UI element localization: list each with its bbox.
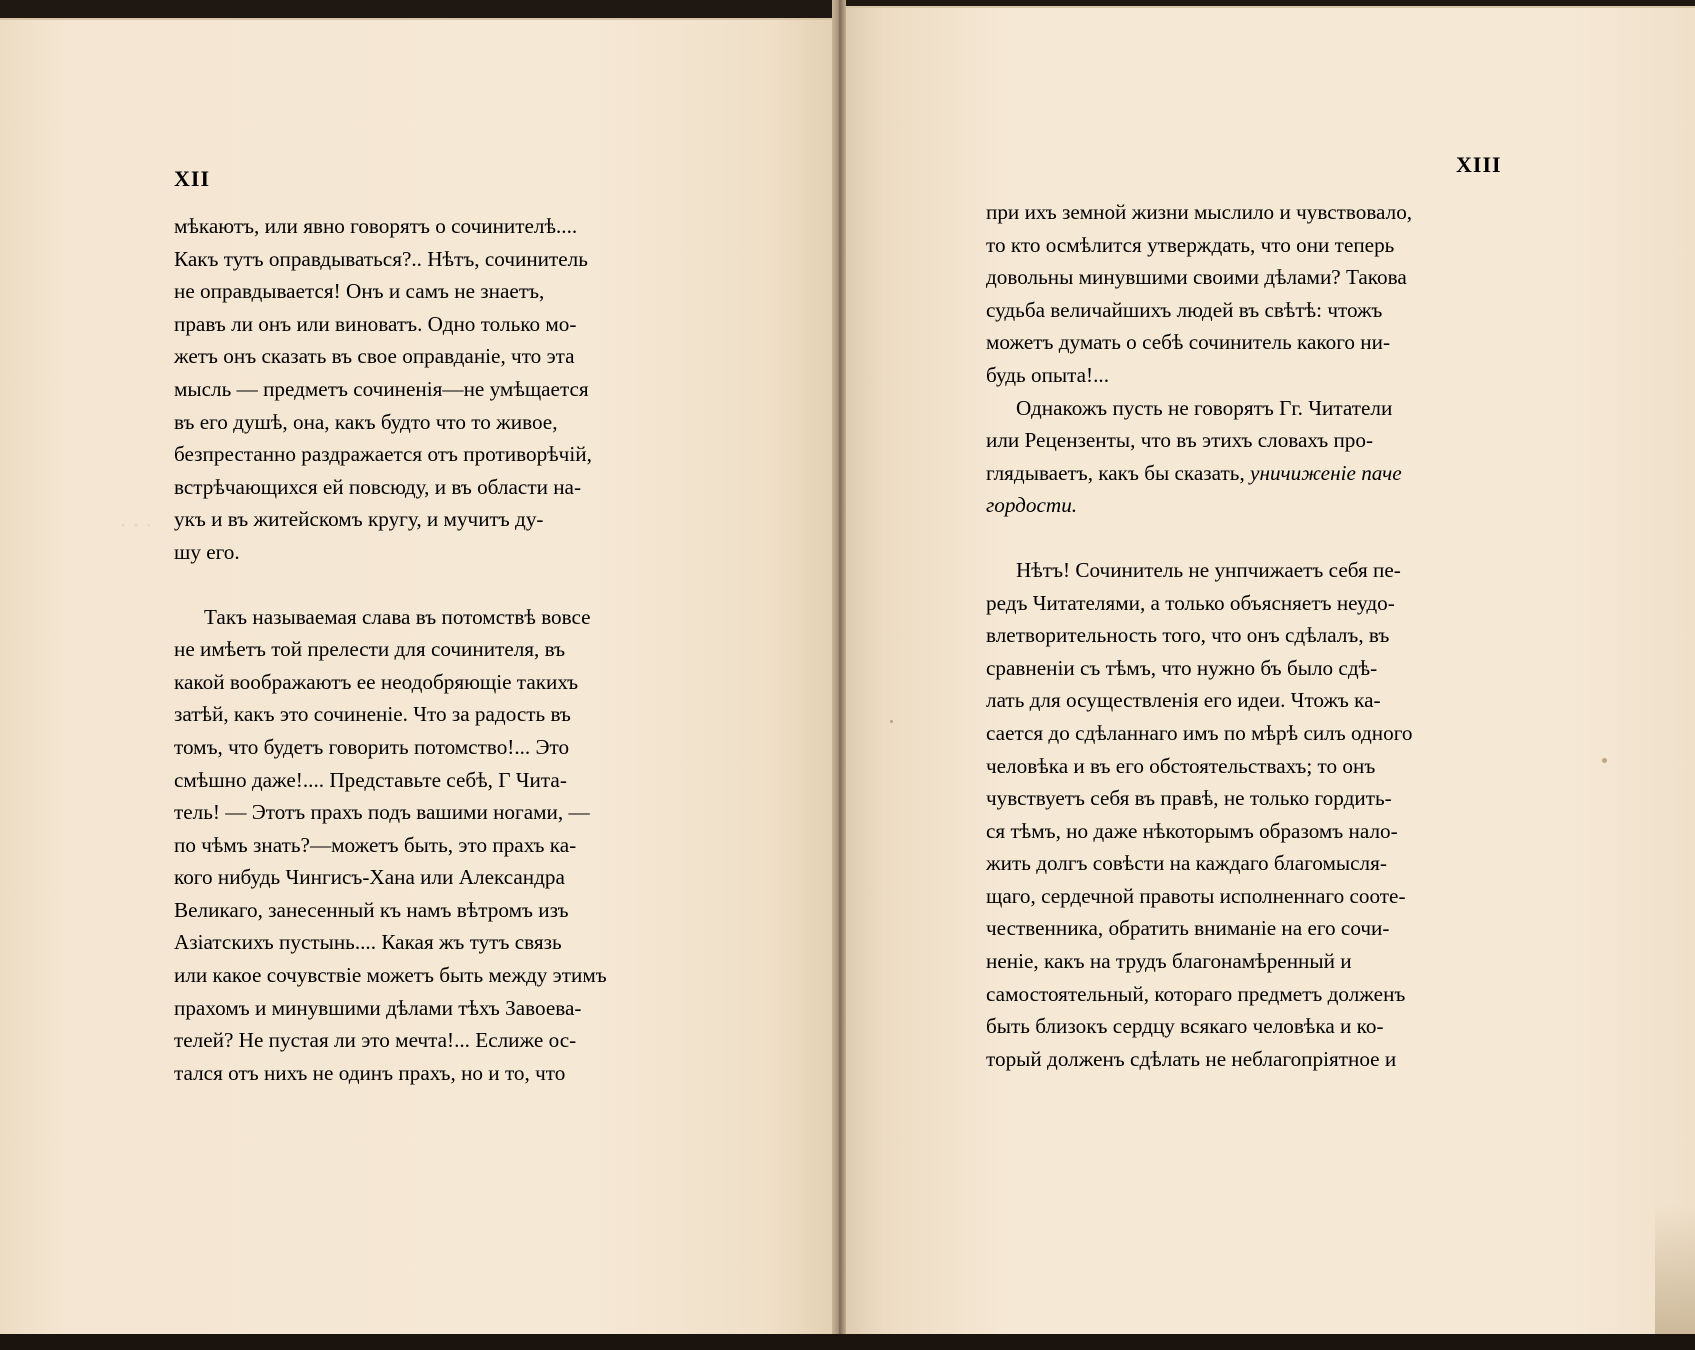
text-line: ся тѣмъ, но даже нѣкоторымъ образомъ нало-	[986, 818, 1398, 843]
text-line: Великаго, занесенный къ намъ вѣтромъ изъ	[174, 897, 569, 922]
paragraph	[986, 554, 1502, 1076]
text-line: лать для осуществленія его идеи. Чтожъ ка-	[986, 688, 1381, 713]
text-line: томъ, что будетъ говорить потомство!... Это	[174, 734, 570, 759]
text-line: жить долгъ совѣсти на каждаго благомысля-	[986, 851, 1387, 876]
text-line	[986, 424, 1502, 457]
text-line: при ихъ земной жизни мыслило и чувствовало,	[986, 200, 1413, 224]
text-line: телей? Не пустая ли это мечта!... Еслиже ос-	[174, 1028, 577, 1053]
text-line: сается до сдѣланнаго имъ по мѣрѣ силъ одного	[986, 720, 1413, 745]
paper-speck	[1602, 758, 1607, 763]
text-line: не имѣетъ той прелести для сочинителя, въ	[174, 637, 566, 662]
text-line: прахомъ и минувшими дѣлами тѣхъ Завоева-	[174, 995, 582, 1020]
text-line: не оправдывается! Онъ и самъ не знаетъ,	[174, 279, 545, 304]
text-line: довольны минувшими своими дѣлами? Такова	[986, 265, 1407, 290]
text-line: по чѣмъ знать?—можетъ быть, это прахъ ка-	[174, 832, 577, 857]
text-line: затѣй, какъ это сочиненіе. Что за радость въ	[174, 702, 571, 727]
paragraph	[986, 196, 1502, 392]
text-line: жетъ онъ сказать въ свое оправданіе, что эта	[174, 344, 575, 369]
text-line: тель! — Этотъ прахъ подъ вашими ногами, —	[174, 800, 590, 825]
text-line: быть близокъ сердцу всякаго человѣка и ко-	[986, 1014, 1384, 1039]
paragraph	[986, 392, 1502, 522]
text-line: будь опыта!...	[986, 362, 1110, 387]
text-span: или Рецензенты, что въ этихъ словахъ про-	[986, 428, 1374, 453]
text-line: судьба величайшихъ людей въ свѣтѣ: чтожъ	[986, 297, 1383, 322]
text-line: правъ ли онъ или виноватъ. Одно только мо-	[174, 311, 577, 336]
text-line: можетъ думать о себѣ сочинитель какого ни-	[986, 330, 1391, 355]
text-line: неніе, какъ на трудъ благонамѣренный и	[986, 949, 1352, 974]
page-corner-shadow	[1655, 1204, 1695, 1334]
left-page-text	[174, 210, 700, 1089]
text-line: въ его душѣ, она, какъ будто что то живое,	[174, 409, 558, 434]
text-line	[986, 457, 1502, 490]
text-line	[986, 392, 1502, 425]
text-line: чувствуетъ себя въ правѣ, не только гордить-	[986, 786, 1392, 811]
text-line: влетворительность того, что онъ сдѣлалъ, въ	[986, 623, 1390, 648]
paragraph-gap	[986, 522, 1502, 554]
right-page-text	[986, 196, 1502, 1075]
paragraph-gap	[174, 569, 700, 601]
scan-bottom-edge	[0, 1334, 1695, 1350]
text-line: шу его.	[174, 539, 240, 564]
text-line: самостоятельный, котораго предметъ долженъ	[986, 981, 1406, 1006]
page-number-right: XIII	[1456, 152, 1502, 177]
text-line: кого нибудь Чингисъ-Хана или Александра	[174, 865, 565, 890]
text-line: сравненіи съ тѣмъ, что нужно бъ было сдѣ-	[986, 655, 1378, 680]
paper-speck	[890, 720, 893, 723]
text-line: встрѣчающихся ей повсюду, и въ области на-	[174, 474, 582, 499]
text-line: мѣкаютъ, или явно говорятъ о сочинителѣ....	[174, 214, 578, 238]
text-line: щаго, сердечной правоты исполненнаго сооте-	[986, 883, 1406, 908]
text-span: глядываетъ, какъ бы сказать,	[986, 460, 1245, 485]
text-line: безпрестанно раздражается отъ противорѣчій,	[174, 442, 592, 467]
text-line: какой воображаютъ ее неодобряющіе такихъ	[174, 669, 579, 694]
bleed-through: · · ·	[120, 513, 152, 537]
text-line: человѣка и въ его обстоятельствахъ; то онъ	[986, 753, 1376, 778]
text-line: Такъ называемая слава въ потомствѣ вовсе	[204, 604, 591, 629]
book-gutter	[832, 0, 846, 1350]
text-line: мысль — предметъ сочиненія—не умѣщается	[174, 376, 589, 401]
italic-phrase: уничиженіе паче	[1250, 460, 1402, 485]
text-line: чественника, обратить вниманіе на его сочи-	[986, 916, 1390, 941]
italic-phrase: гордости.	[986, 493, 1078, 518]
text-line: Азіатскихъ пустынь.... Какая жъ тутъ связь	[174, 930, 562, 955]
text-line: смѣшно даже!.... Представьте себѣ, Г Чита-	[174, 767, 567, 792]
text-line: или какое сочувствіе можетъ быть между этимъ	[174, 963, 607, 988]
text-line: редъ Читателями, а только объясняетъ неудо-	[986, 590, 1395, 615]
text-line: Какъ тутъ оправдываться?.. Нѣтъ, сочинитель	[174, 246, 588, 271]
text-line: укъ и въ житейскомъ кругу, и мучитъ ду-	[174, 507, 544, 532]
text-line: то кто осмѣлится утверждать, что они теперь	[986, 232, 1395, 257]
text-line: торый долженъ сдѣлать не неблагопріятное и	[986, 1046, 1397, 1071]
page-number-left: XII	[174, 166, 211, 191]
text-line: Нѣтъ! Сочинитель не унпчижаетъ себя пе-	[1016, 557, 1401, 582]
text-line: тался отъ нихъ не одинъ прахъ, но и то, что	[174, 1060, 566, 1085]
text-span: Однакожъ пусть не говорятъ Гг. Читатели	[1016, 395, 1393, 420]
